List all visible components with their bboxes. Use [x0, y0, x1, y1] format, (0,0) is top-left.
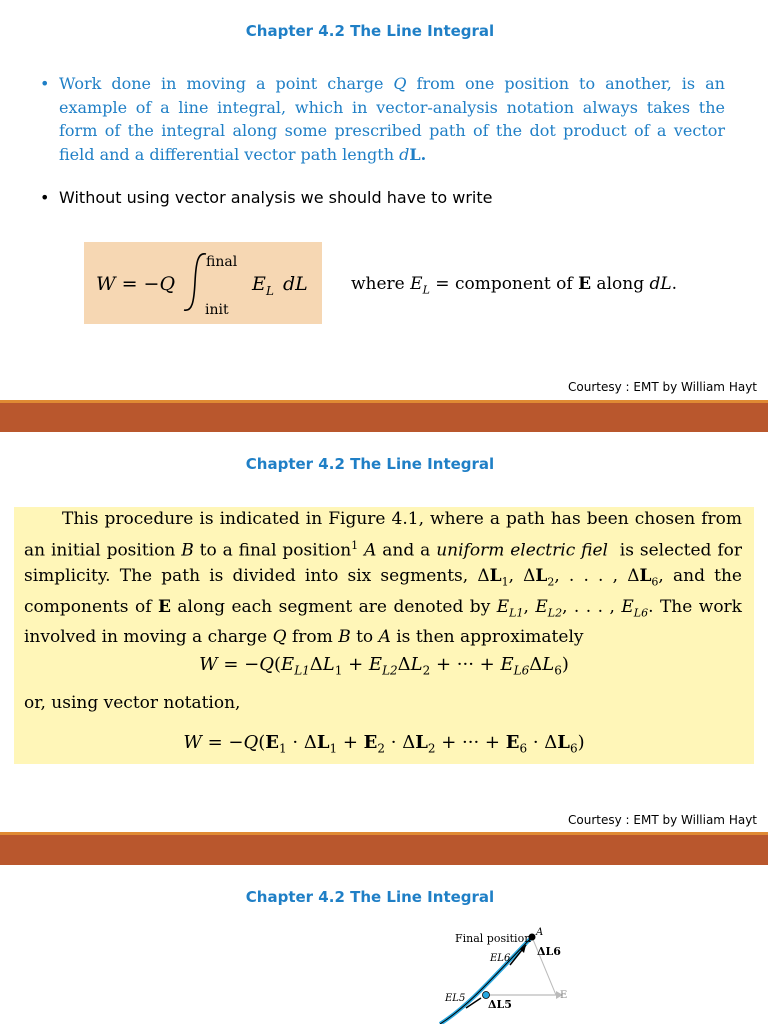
el6-label: EL6 — [490, 953, 511, 964]
work-equation-vector: $W = -Q(E_1 \cdot \Delta L_1 + E_2 \cdot \Delta L_2$ + ··· + $E_6 \cdot \Delta L_6$) — [183, 732, 585, 756]
lower-limit: init — [205, 302, 229, 318]
slide-separator-bar — [0, 403, 768, 432]
final-position-label: Final position — [455, 932, 532, 945]
el5-label: EL5 — [445, 993, 466, 1004]
bullet-dot-icon: • — [40, 74, 50, 93]
dl5-label: ΔL5 — [488, 998, 512, 1011]
work-equation-scalar: $W = -Q(E_{L1}\Delta L_1 + E_{L2}\Delta L_2$ + ··· + $E_{L6}\Delta L_6$) — [199, 654, 569, 678]
integral-equation-box — [84, 242, 322, 324]
slide-1 — [0, 0, 768, 400]
point-a-label: A — [536, 927, 544, 938]
excerpt-paragraph: This procedure is indicated in Figure 4.1, where a path has been chosen from an initial position B to a final position$^1$ A and a uniform electric fiel is selected for simplicity. The path is divided into six segments, $\Delta L_1$, $\Delta L_2$, . . . , $\Delta L_6$, and the components of E along each segment are denoted by $E_{L1}$, $E_{L2}$, . . . , $E_{L6}$. The work involved in moving a charge Q from B to A is then approximately — [24, 509, 742, 648]
figure-4-1 — [0, 865, 768, 1024]
or-text: or, using vector notation, — [24, 693, 241, 713]
dl6-label: ΔL6 — [537, 945, 561, 958]
path-curve — [440, 937, 532, 1024]
e-field-label: E — [560, 990, 568, 1001]
integral-sign — [184, 254, 206, 311]
integrand-subscript: L — [266, 284, 274, 298]
equation-lhs: W = −Q — [96, 273, 176, 295]
slide-separator-bar — [0, 835, 768, 865]
upper-limit: final — [206, 254, 238, 270]
bullet-1-text: Work done in moving a point charge Q from one position to another, is an example of a line integral, which in vector-analysis notation always takes the form of the integral along some prescribed path of the dot product of a vector field and a differential vector path length dL. — [59, 74, 725, 164]
slide-3 — [0, 865, 768, 1024]
textbook-excerpt — [14, 507, 754, 764]
courtesy-note-2: Courtesy : EMT by William Hayt — [568, 813, 757, 827]
courtesy-note: Courtesy : EMT by William Hayt — [568, 380, 757, 394]
bullet-2-text: Without using vector analysis we should have to write — [59, 188, 493, 207]
integral-equation — [84, 242, 322, 324]
slide-1-title: Chapter 4.2 The Line Integral — [245, 22, 495, 40]
slide-3-title: Chapter 4.2 The Line Integral — [245, 888, 495, 906]
differential: dL — [283, 273, 308, 295]
integrand: E — [252, 273, 266, 295]
slide-2-title: Chapter 4.2 The Line Integral — [245, 455, 495, 473]
where-note: where $E_L$ = component of E along dL. — [351, 274, 678, 297]
bullet-dot-icon: • — [40, 188, 50, 207]
